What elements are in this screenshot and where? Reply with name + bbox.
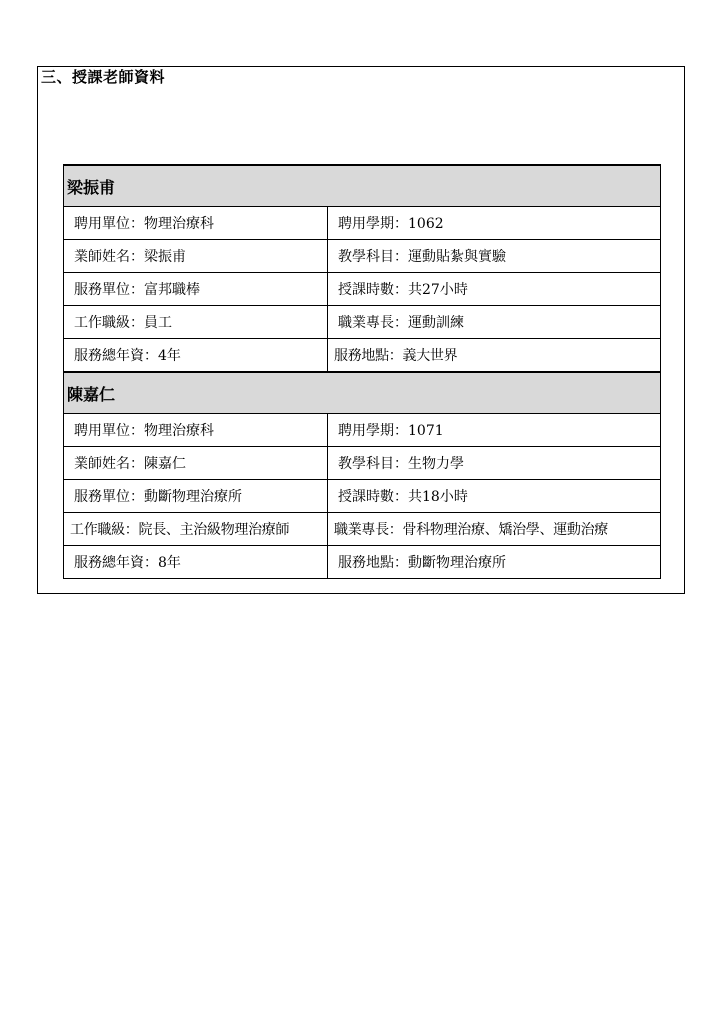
service-unit: 服務單位：動斷物理治療所 [64, 480, 328, 513]
professional-specialty: 職業專長：骨科物理治療、矯治學、運動治療 [328, 513, 661, 546]
service-unit: 服務單位：富邦職棒 [64, 273, 328, 306]
table-row [64, 240, 661, 273]
service-location: 服務地點：義大世界 [328, 339, 661, 373]
table-row [64, 273, 661, 306]
section-frame [37, 66, 685, 594]
section-title: 三、授課老師資料 [41, 68, 166, 86]
total-service-years: 服務總年資：8年 [64, 546, 328, 579]
table-row [64, 546, 661, 579]
job-level: 工作職級：院長、主治級物理治療師 [64, 513, 328, 546]
teacher-name: 梁振甫 [64, 165, 661, 207]
teacher-table [63, 164, 661, 579]
teacher-name: 陳嘉仁 [64, 372, 661, 414]
table-row [64, 414, 661, 447]
job-level: 工作職級：員工 [64, 306, 328, 339]
teacher-name-row [64, 165, 661, 207]
professional-specialty: 職業專長：運動訓練 [328, 306, 661, 339]
hiring-unit: 聘用單位：物理治療科 [64, 207, 328, 240]
teaching-subject: 教學科目：生物力學 [328, 447, 661, 480]
table-row [64, 306, 661, 339]
hiring-semester: 聘用學期：1071 [328, 414, 661, 447]
teaching-subject: 教學科目：運動貼紮與實驗 [328, 240, 661, 273]
hiring-semester: 聘用學期：1062 [328, 207, 661, 240]
table-row [64, 513, 661, 546]
mentor-name: 業師姓名：梁振甫 [64, 240, 328, 273]
teaching-hours: 授課時數：共27小時 [328, 273, 661, 306]
table-row [64, 480, 661, 513]
table-row [64, 447, 661, 480]
teacher-name-row [64, 372, 661, 414]
table-row [64, 207, 661, 240]
service-location: 服務地點：動斷物理治療所 [328, 546, 661, 579]
table-row [64, 339, 661, 373]
total-service-years: 服務總年資：4年 [64, 339, 328, 373]
mentor-name: 業師姓名：陳嘉仁 [64, 447, 328, 480]
teaching-hours: 授課時數：共18小時 [328, 480, 661, 513]
hiring-unit: 聘用單位：物理治療科 [64, 414, 328, 447]
